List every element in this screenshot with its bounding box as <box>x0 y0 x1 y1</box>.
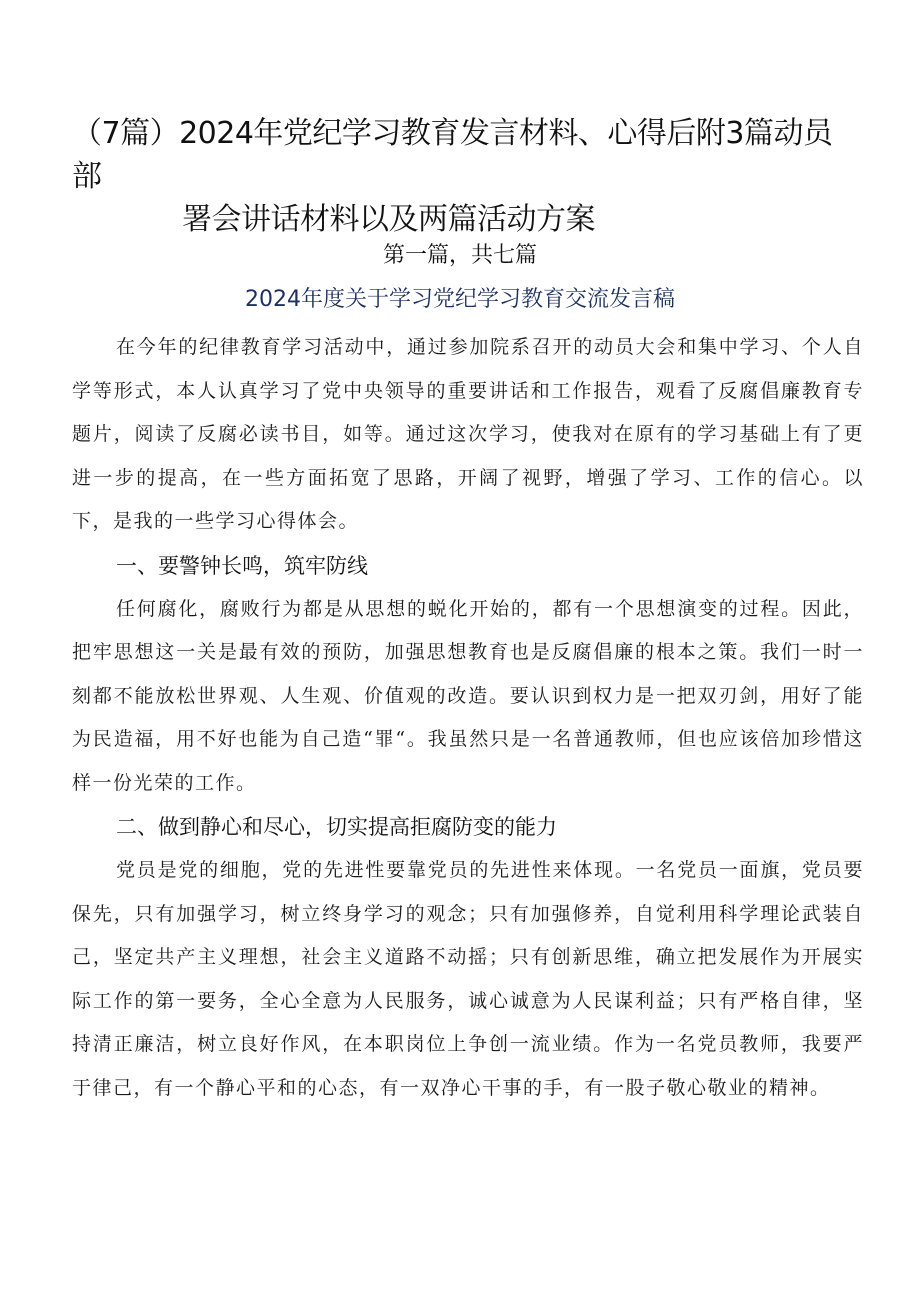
heading-2: 二、做到静心和尽心，切实提高拒腐防变的能力 <box>116 815 557 839</box>
title-line-1: （7篇）2024年党纪学习教育发言材料、心得后附3篇动员部 <box>72 116 833 195</box>
heading-1: 一、要警钟长鸣，筑牢防线 <box>116 553 368 578</box>
part-label: 第一篇，共七篇 <box>382 243 537 268</box>
title-line-2: 署会讲话材料以及两篇活动方案 <box>182 202 595 238</box>
document-body <box>72 326 864 1110</box>
document-title <box>72 112 862 241</box>
section-title: 2024年度关于学习党纪学习教育交流发言稿 <box>245 287 675 312</box>
paragraph-1: 任何腐化，腐败行为都是从思想的蜕化开始的，都有一个思想演变的过程。因此，把牢思想这一关是最有效的预防，加强思想教育也是反腐倡廉的根本之策。我们一时一刻都不能放松世界观、人生观、价值观的改造。要认识到权力是一把双刃剑，用好了能为民造福，用不好也能为自己造“罪“。我虽然只是一名普通教师，但也应该倍加珍惜这样一份光荣的工作。 <box>72 597 864 794</box>
paragraph-2: 党员是党的细胞，党的先进性要靠党员的先进性来体现。一名党员一面旗，党员要保先，只有加强学习，树立终身学习的观念；只有加强修养，自觉利用科学理论武装自己，坚定共产主义理想，社会主义道路不动摇；只有创新思维，确立把发展作为开展实际工作的第一要务，全心全意为人民服务，诚心诚意为人民谋利益；只有严格自律，坚持清正廉洁，树立良好作风，在本职岗位上争创一流业绩。作为一名党员教师，我要严于律己，有一个静心平和的心态，有一双净心干事的手，有一股子敬心敬业的精神。 <box>72 859 864 1099</box>
intro-paragraph: 在今年的纪律教育学习活动中，通过参加院系召开的动员大会和集中学习、个人自学等形式，本人认真学习了党中央领导的重要讲话和工作报告，观看了反腐倡廉教育专题片，阅读了反腐必读书目，如等。通过这次学习，使我对在原有的学习基础上有了更进一步的提高，在一些方面拓宽了思路，开阔了视野，增强了学习、工作的信心。以下，是我的一些学习心得体会。 <box>72 336 864 532</box>
